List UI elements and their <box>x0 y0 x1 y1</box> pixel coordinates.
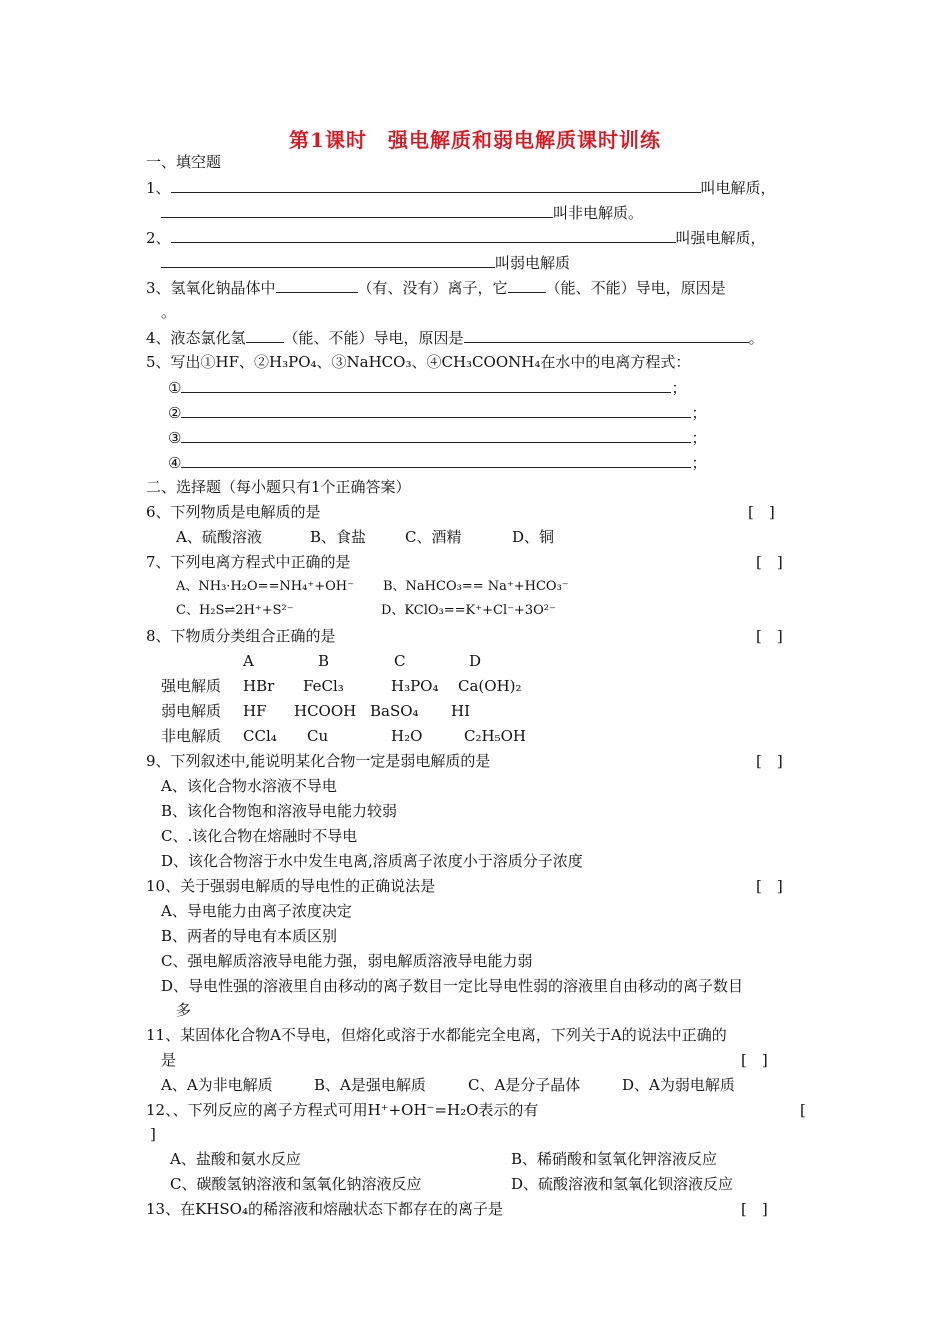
question-10-stem: 10、关于强弱电解质的导电性的正确说法是 <box>146 877 436 895</box>
question-9-stem: 9、下列叙述中,能说明某化合物一定是弱电解质的是 <box>146 752 491 770</box>
q2-blank-1[interactable] <box>171 227 676 243</box>
q8-header-a: A <box>243 652 254 670</box>
q5-end-4: ； <box>691 454 707 472</box>
q5-mark-4: ④ <box>168 454 182 472</box>
question-11-stem-wrap: 是 <box>161 1051 177 1069</box>
q4-blank-2[interactable] <box>464 327 749 343</box>
q10-answer-bracket[interactable]: [ ] <box>756 877 783 895</box>
q7-option-d: D、KClO₃==K⁺+Cl⁻+3O²⁻ <box>381 603 556 618</box>
question-5-stem: 5、写出①HF、②H₃PO₄、③NaHCO₃、④CH₃COONH₄在水中的电离方程式： <box>146 353 691 371</box>
q6-answer-bracket[interactable]: [ ] <box>748 503 775 521</box>
q6-option-c: C、酒精 <box>405 528 462 546</box>
q6-option-a: A、硫酸溶液 <box>176 528 262 546</box>
q11-answer-bracket[interactable]: [ ] <box>741 1051 768 1069</box>
q12-option-b: B、稀硝酸和氢氧化钾溶液反应 <box>511 1150 718 1168</box>
q2-blank-2[interactable] <box>161 252 495 268</box>
question-7-stem: 7、下列电离方程式中正确的是 <box>146 553 351 571</box>
q12-bracket-open[interactable]: [ <box>800 1101 806 1119</box>
q4-text-b: （能、不能）导电，原因是 <box>283 329 464 347</box>
page-title: 第1课时 强电解质和弱电解质课时训练 <box>289 128 661 152</box>
q9-option-d: D、该化合物溶于水中发生电离,溶质离子浓度小于溶质分子浓度 <box>161 852 583 870</box>
q4-blank-1[interactable] <box>246 327 284 343</box>
q10-option-d-wrap: 多 <box>176 1001 192 1019</box>
question-1-line-1 <box>146 177 776 198</box>
q5-line-4 <box>168 452 706 473</box>
q13-answer-bracket[interactable]: [ ] <box>741 1200 768 1218</box>
question-13-stem: 13、在KHSO₄的稀溶液和熔融状态下都存在的离子是 <box>146 1200 503 1218</box>
q5-line-2 <box>168 402 706 423</box>
q3-blank-2[interactable] <box>508 277 546 293</box>
q5-blank-2[interactable] <box>181 402 691 418</box>
q8-header-c: C <box>394 652 406 670</box>
question-12-stem: 12、、下列反应的离子方程式可用H⁺+OH⁻=H₂O表示的有 <box>146 1101 539 1119</box>
q9-option-c: C、.该化合物在熔融时不导电 <box>161 827 358 845</box>
q5-blank-4[interactable] <box>181 452 691 468</box>
q10-option-c: C、强电解质溶液导电能力强，弱电解质溶液导电能力弱 <box>161 952 533 970</box>
q4-text-c: 。 <box>748 329 764 347</box>
question-3 <box>146 277 726 298</box>
q11-option-a: A、A为非电解质 <box>161 1076 273 1094</box>
q5-line-1 <box>168 377 686 398</box>
q1-blank-2[interactable] <box>161 202 553 218</box>
q8-cell: BaSO₄ <box>370 702 419 720</box>
q11-option-c: C、A是分子晶体 <box>468 1076 581 1094</box>
q5-end-3: ； <box>691 429 707 447</box>
q3-end-mark: 。 <box>161 303 177 321</box>
question-1-line-2 <box>161 202 643 223</box>
q3-blank-1[interactable] <box>276 277 358 293</box>
q8-cell: HI <box>451 702 471 720</box>
q8-cell: HCOOH <box>294 702 357 720</box>
q6-option-b: B、食盐 <box>310 528 367 546</box>
q5-mark-3: ③ <box>168 429 182 447</box>
q8-header-b: B <box>318 652 330 670</box>
q2-text-1: 叫强电解质， <box>675 229 766 247</box>
q8-cell: H₂O <box>391 727 423 745</box>
q2-number: 2、 <box>146 229 171 247</box>
q7-option-a: A、NH₃·H₂O==NH₄⁺+OH⁻ <box>176 579 354 594</box>
q2-text-2: 叫弱电解质 <box>495 254 571 272</box>
question-4 <box>146 327 764 348</box>
q12-option-a: A、盐酸和氨水反应 <box>170 1150 301 1168</box>
question-2-line-1 <box>146 227 766 248</box>
q8-row-label-strong: 强电解质 <box>161 677 222 695</box>
q8-cell: Ca(OH)₂ <box>458 677 522 695</box>
q8-cell: FeCl₃ <box>303 677 344 695</box>
q5-line-3 <box>168 427 706 448</box>
q3-text-c: （能、不能）导电，原因是 <box>545 279 726 297</box>
q5-blank-1[interactable] <box>181 377 671 393</box>
question-6-stem: 6、下列物质是电解质的是 <box>146 503 321 521</box>
q1-text-1: 叫电解质， <box>700 179 776 197</box>
q12-option-c: C、碳酸氢钠溶液和氢氧化钠溶液反应 <box>170 1175 422 1193</box>
section-fill-in: 一、填空题 <box>146 153 222 171</box>
q12-bracket-close[interactable]: ] <box>150 1125 156 1143</box>
q7-option-c: C、H₂S⇌2H⁺+S²⁻ <box>176 603 294 618</box>
q3-text-a: 3、氢氧化钠晶体中 <box>146 279 276 297</box>
q8-answer-bracket[interactable]: [ ] <box>756 627 783 645</box>
q8-cell: CCl₄ <box>243 727 277 745</box>
q8-cell: H₃PO₄ <box>391 677 439 695</box>
q12-option-d: D、硫酸溶液和氢氧化钡溶液反应 <box>511 1175 734 1193</box>
q1-blank-1[interactable] <box>171 177 701 193</box>
q7-answer-bracket[interactable]: [ ] <box>756 553 783 571</box>
q8-cell: Cu <box>307 727 329 745</box>
q8-cell: C₂H₅OH <box>464 727 526 745</box>
q11-option-b: B、A是强电解质 <box>314 1076 426 1094</box>
q5-mark-2: ② <box>168 404 182 422</box>
q10-option-b: B、两者的导电有本质区别 <box>161 927 338 945</box>
q8-row-label-weak: 弱电解质 <box>161 702 222 720</box>
q1-text-2: 叫非电解质。 <box>553 204 644 222</box>
q5-end-1: ； <box>671 379 687 397</box>
question-2-line-2 <box>161 252 570 273</box>
q9-option-b: B、该化合物饱和溶液导电能力较弱 <box>161 802 398 820</box>
q9-answer-bracket[interactable]: [ ] <box>756 752 783 770</box>
q8-row-label-non: 非电解质 <box>161 727 222 745</box>
section-multiple-choice: 二、选择题（每小题只有1个正确答案） <box>146 478 411 496</box>
q5-end-2: ； <box>691 404 707 422</box>
question-11-stem: 11、某固体化合物A不导电，但熔化或溶于水都能完全电离，下列关于A的说法中正确的 <box>146 1026 727 1044</box>
q5-mark-1: ① <box>168 379 182 397</box>
q10-option-a: A、导电能力由离子浓度决定 <box>161 902 352 920</box>
q10-option-d: D、导电性强的溶液里自由移动的离子数目一定比导电性弱的溶液里自由移动的离子数目 <box>161 977 744 995</box>
q3-text-b: （有、没有）离子，它 <box>357 279 508 297</box>
q6-option-d: D、铜 <box>512 528 555 546</box>
q8-cell: HF <box>243 702 267 720</box>
q1-number: 1、 <box>146 179 171 197</box>
question-8-stem: 8、下物质分类组合正确的是 <box>146 627 336 645</box>
q4-text-a: 4、液态氯化氢 <box>146 329 246 347</box>
q8-cell: HBr <box>243 677 275 695</box>
q9-option-a: A、该化合物水溶液不导电 <box>161 777 337 795</box>
q7-option-b: B、NaHCO₃== Na⁺+HCO₃⁻ <box>383 579 569 594</box>
q11-option-d: D、A为弱电解质 <box>622 1076 735 1094</box>
q5-blank-3[interactable] <box>181 427 691 443</box>
q8-header-d: D <box>469 652 482 670</box>
